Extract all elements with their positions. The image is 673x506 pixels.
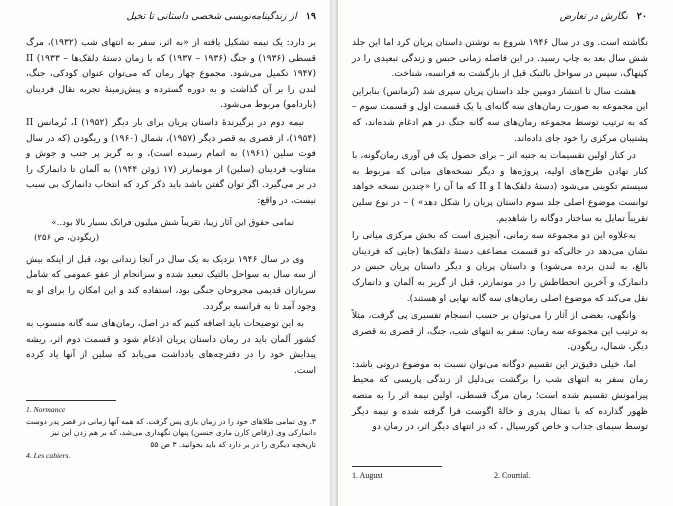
footnote-divider [352, 466, 442, 467]
footnote-divider [26, 400, 116, 401]
left-running-title: از زندگینامه‌نویسی شخصی داستانی تا تخیل [126, 11, 297, 22]
left-page [0, 0, 330, 506]
left-running-head [26, 10, 316, 24]
left-paragraph: به این توضیحات باید اضافه کنیم که در اصل، رمان‌های سه گانه منسوب به کشور آلمان باید در رمان داستان پریان اذغام شود و قسمت دوم اثر، ریشه پیدایش خود را در دفترچه‌های یادداشت می‌یابد که سلین از آنها یاد کرده است. [26, 319, 316, 376]
right-page-number: ۲۰ [636, 11, 647, 22]
right-running-title: نگارش در تعارض [559, 11, 628, 22]
right-paragraph: اما، خیلی دقیق‌تر این تقسیم دوگانه می‌توان نسبت به موضوع درونی باشد: رمان سفر به انتهای شب را برگشت بی‌دلیل از زندگی پاریسی که محیط پیرامونش تقسیم شده است؛ رمان مرگ قسطی، اولین نیمه اثر را به منصه ظهور گذارده که با تمثال پدری و خالهٔ اگوست فرا گرفته شده و نیمه دیگر توسط سیمای جذاب و خاص کورسیال ، که در انتهای دیگر اثر، در رمان دو [352, 359, 648, 433]
quote-text: تمامی حقوق این آثار زیبا، تقریباً شش میلیون فرانک بسیار بالا بود..» [51, 217, 294, 228]
quote-source: (ریگودن، ص ۲۵۶) [34, 233, 100, 244]
right-page [338, 0, 673, 506]
left-paragraph: وی در سال ۱۹۴۶ نزدیک به یک سال در آنجا زندانی بود، قبل از اینکه بیش از سه سال به سواحل بالتیک تبعید شده و سرانجام از عفو عمومی که شامل سربازان قدیمی مجروحان جنگی بود، استفاده کند و این امکان را برای او به‌ وجود آمد تا به فرانسه برگردد. [26, 254, 316, 312]
right-footnotes [352, 470, 648, 482]
right-running-head [352, 10, 647, 24]
footnote: 1. Normance [26, 405, 66, 414]
left-page-number: ۱۹ [305, 11, 316, 22]
footnote: 4. Les cahiers. [26, 451, 71, 460]
footnote: 2. Courtial. [494, 471, 531, 480]
left-paragraph: نیمه دوم در برگیرندهٔ داستان پریان برای بار دیگر I (۱۹۵۲)، نُرمانس II (۱۹۵۴)، از قصری به قصر دیگر (۱۹۵۷)، شمال (۱۹۶۰) و ریگودن (که در سال فوت سلین (۱۹۶۱) به اتمام رسیده است)، و به گریز پر جنب و جوش و متناوب فردینان (سلین) از مونمارتر (۱۷ ژوئن ۱۹۴۴) به آلمان تا دانمارک را در بر می‌گیرد. اگر توان گفتن باشد باید ذکر کرد که انتخاب دانمارک بی‌ سبب نیست، در واقع: [26, 117, 316, 206]
block-quote [34, 216, 294, 247]
right-paragraph: نگاشته است. وی در سال ۱۹۴۶ شروع به نوشتن داستان پریان کرد اما این جلد شش سال بعد به چاپ رسید. در این فاصله زمانی حبس و زندگی تبعیدی را در کپنهاگ، سپس در سواحل بالتیک قبل از بازگشت به فرانسه، شناخت. [352, 38, 648, 80]
book-gutter [330, 0, 338, 506]
left-paragraph: بر دارد: یک نیمه تشکیل یافته از «به اثر، سفر به انتهای شب (۱۹۳۲)، مرگ قسطی (۱۹۳۶) و جنگ (۱۹۳۶ – ۱۹۳۷) که با زمان دستهٔ دلقک‌ها II (۱۹۳۳ – ۱۹۴۷) تکمیل می‌شود. مجموع چهار رمان که می‌توان عنوان کودکی، جنگ، لندن را بر آن گذاشت و به دوره گسترده و پیش‌زمینهٔ تجربه نقال فردینان (باردامو) مربوط می‌شود. [26, 38, 317, 111]
footnote: 1. August [352, 471, 383, 480]
right-paragraph: به‌علاوه این دو مجموعه سه رمانی، آنچیزی است که بخش مرکزی میانی را نشان می‌دهد در حالی‌که دو قسمت مضاعف دستهٔ دلقک‌ها (جایی که فردینان بالغ، به لندن برده می‌شود) و داستان پریان و دیگر داستان پریان حبس در دانمارک و آخرین انحطاطش را در مونمارتر، قبل از گریز به آلمان و دانمارک نقل می‌کند که موضوع اصلی رمان‌های سه گانه نهایی او هستند). [352, 231, 648, 304]
left-body-text [26, 36, 316, 381]
right-paragraph: وانگهی، بعضی از آثار را می‌توان بر حسب انسجام تفسیری پی گرفت، مثلاً به ترتیب این مجموعه سه رمان: سفر به انتهای شب، جنگ، از قصری به قصری دیگر، شمال، ریگودن. [352, 311, 648, 353]
footnote: ۳. وی تمامی طلاهای خود را در زمان بازی پس گرفت. که همه آنها زمانی در قصر پدر دوست دانمارکی وی (رقاص کارن ماری جنسن) پنهان نگهداری می‌شد، که بر هم زدن این نیز تاریخچه دیگری را در بر دارد که باید بخوانید. ۳ ص ۵۵ [26, 416, 316, 449]
right-body-text [352, 36, 648, 438]
right-paragraph: هشت سال تا انتشار دومین جلد داستان پریان سپری شد (نُرمانس) بنابراین این مجموعه به صورت رمان‌های سه گانه‌ای با یک قسمت اول و قسمت سوم – که به ترتیب توسط مجموعه رمان‌های سه گانه جنگ در هم ادغام شده‌اند، که پشتیبان مرکزی را خود جای داده‌اند. [352, 86, 648, 144]
left-footnotes [26, 404, 316, 462]
right-paragraph: در کنار اولین تقسیمات به جنبه اثر – برای حصول یک فن آوری رمان‌گونه، با کنار نهادن طرح‌های اولیه، پروژه‌ها و دیگر نسخه‌های میانی که مربوط به سیستم تکوینی می‌شود (دستهٔ دلقک‌ها I و II که ما آن را «چندین نسخه خواهد توانست موضوع اصلی جلد سوم داستان پریان را شکل دهد» ) – در نوع سلین تقریباً تمایل به ساختار دوگانه را شاهدیم. [352, 151, 648, 224]
